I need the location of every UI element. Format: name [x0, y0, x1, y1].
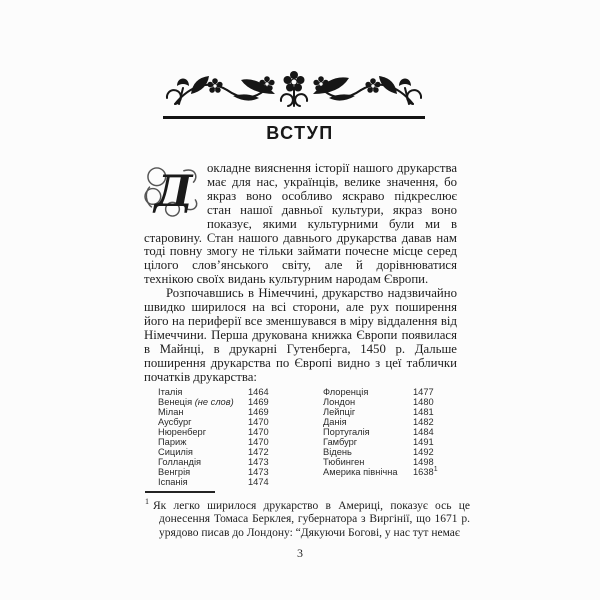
- table-row: Гамбург 1491: [323, 436, 434, 447]
- footnote-marker: 1: [145, 497, 149, 506]
- table-row: Флоренція 1477: [323, 387, 434, 397]
- body-text: [144, 162, 457, 385]
- ornament-rule: [163, 116, 425, 119]
- footnote-ref: 1: [433, 465, 438, 473]
- paragraph-intro: [144, 162, 457, 287]
- table-row: Лейпціг 1481: [323, 406, 434, 417]
- table-row: Париж 1470: [158, 436, 269, 447]
- paragraph-intro-text: окладне вияснення історії нашого друкарства має для нас, українців, велике значення, бо якраз воно особливо яскраво підкреслює стан нашої давньої культури, якраз воно показує, якими культурними були ми в старовину. Стан нашого давнього друкарства давав нам тоді повну змогу не тільки займати почесне місце серед цілого слов’янського світу, але й дорівнюватися технікою своїх видань культурним народам Європи.: [144, 161, 457, 287]
- table-row: Сицилія 1472: [158, 446, 269, 457]
- header-ornament: [163, 70, 425, 119]
- ornate-initial-icon: [144, 164, 201, 219]
- footnote-text: Як легко ширилося друкарство в Америці, показує ось це донесення Томаса Берклея, губернатора з Виргінії, що 1671 р. урядово писав до Лондону: “Дякуючи Богові, у нас тут немає: [153, 499, 470, 539]
- table-row: Лондон 1480: [323, 396, 434, 407]
- table-row: Венгрія 1473: [158, 466, 269, 477]
- footnote-separator: [145, 491, 215, 493]
- page-title: ВСТУП: [266, 123, 334, 143]
- table-row: Італія 1464: [158, 387, 269, 397]
- table-row: Аусбург 1470: [158, 416, 269, 427]
- dropcap-initial: [144, 164, 201, 219]
- table-row: Іспанія 1474: [158, 476, 269, 487]
- table-row: Нюренберг 1470: [158, 426, 269, 437]
- table-row: Тюбинген 1498: [323, 456, 434, 467]
- table-row-note: (не слов): [194, 396, 234, 407]
- footnote: [145, 495, 470, 540]
- table-row: Данія 1482: [323, 416, 434, 427]
- table-column-left: [158, 388, 310, 488]
- page-number: 3: [297, 546, 303, 560]
- table-row: Америка північна 1638$^1$: [323, 465, 438, 477]
- floral-garland-icon: [163, 70, 425, 112]
- table-row: Голландія 1473: [158, 456, 269, 467]
- table-row: Відень 1492: [323, 446, 434, 457]
- table-row: Мілан 1469: [158, 406, 269, 417]
- table-column-right: [323, 388, 475, 478]
- paragraph-spread: Розпочавшись в Німеччині, друкарство надзвичайно швидко ширилося на всі сторони, але рух поширення його на периферії все зменшувався в міру віддалення від Німеччини. Перша друкована книжка Європи появилася в Майнці, в друкарні Гутенберга, 1450 р. Дальше поширення друкарства по Європі видно з цеї таблички початків друкарства:: [144, 286, 457, 384]
- table-row: Португалія 1484: [323, 426, 434, 437]
- table-row: Венеція (не слов) 1469: [158, 396, 269, 407]
- dropcap-letter: Д: [154, 166, 193, 218]
